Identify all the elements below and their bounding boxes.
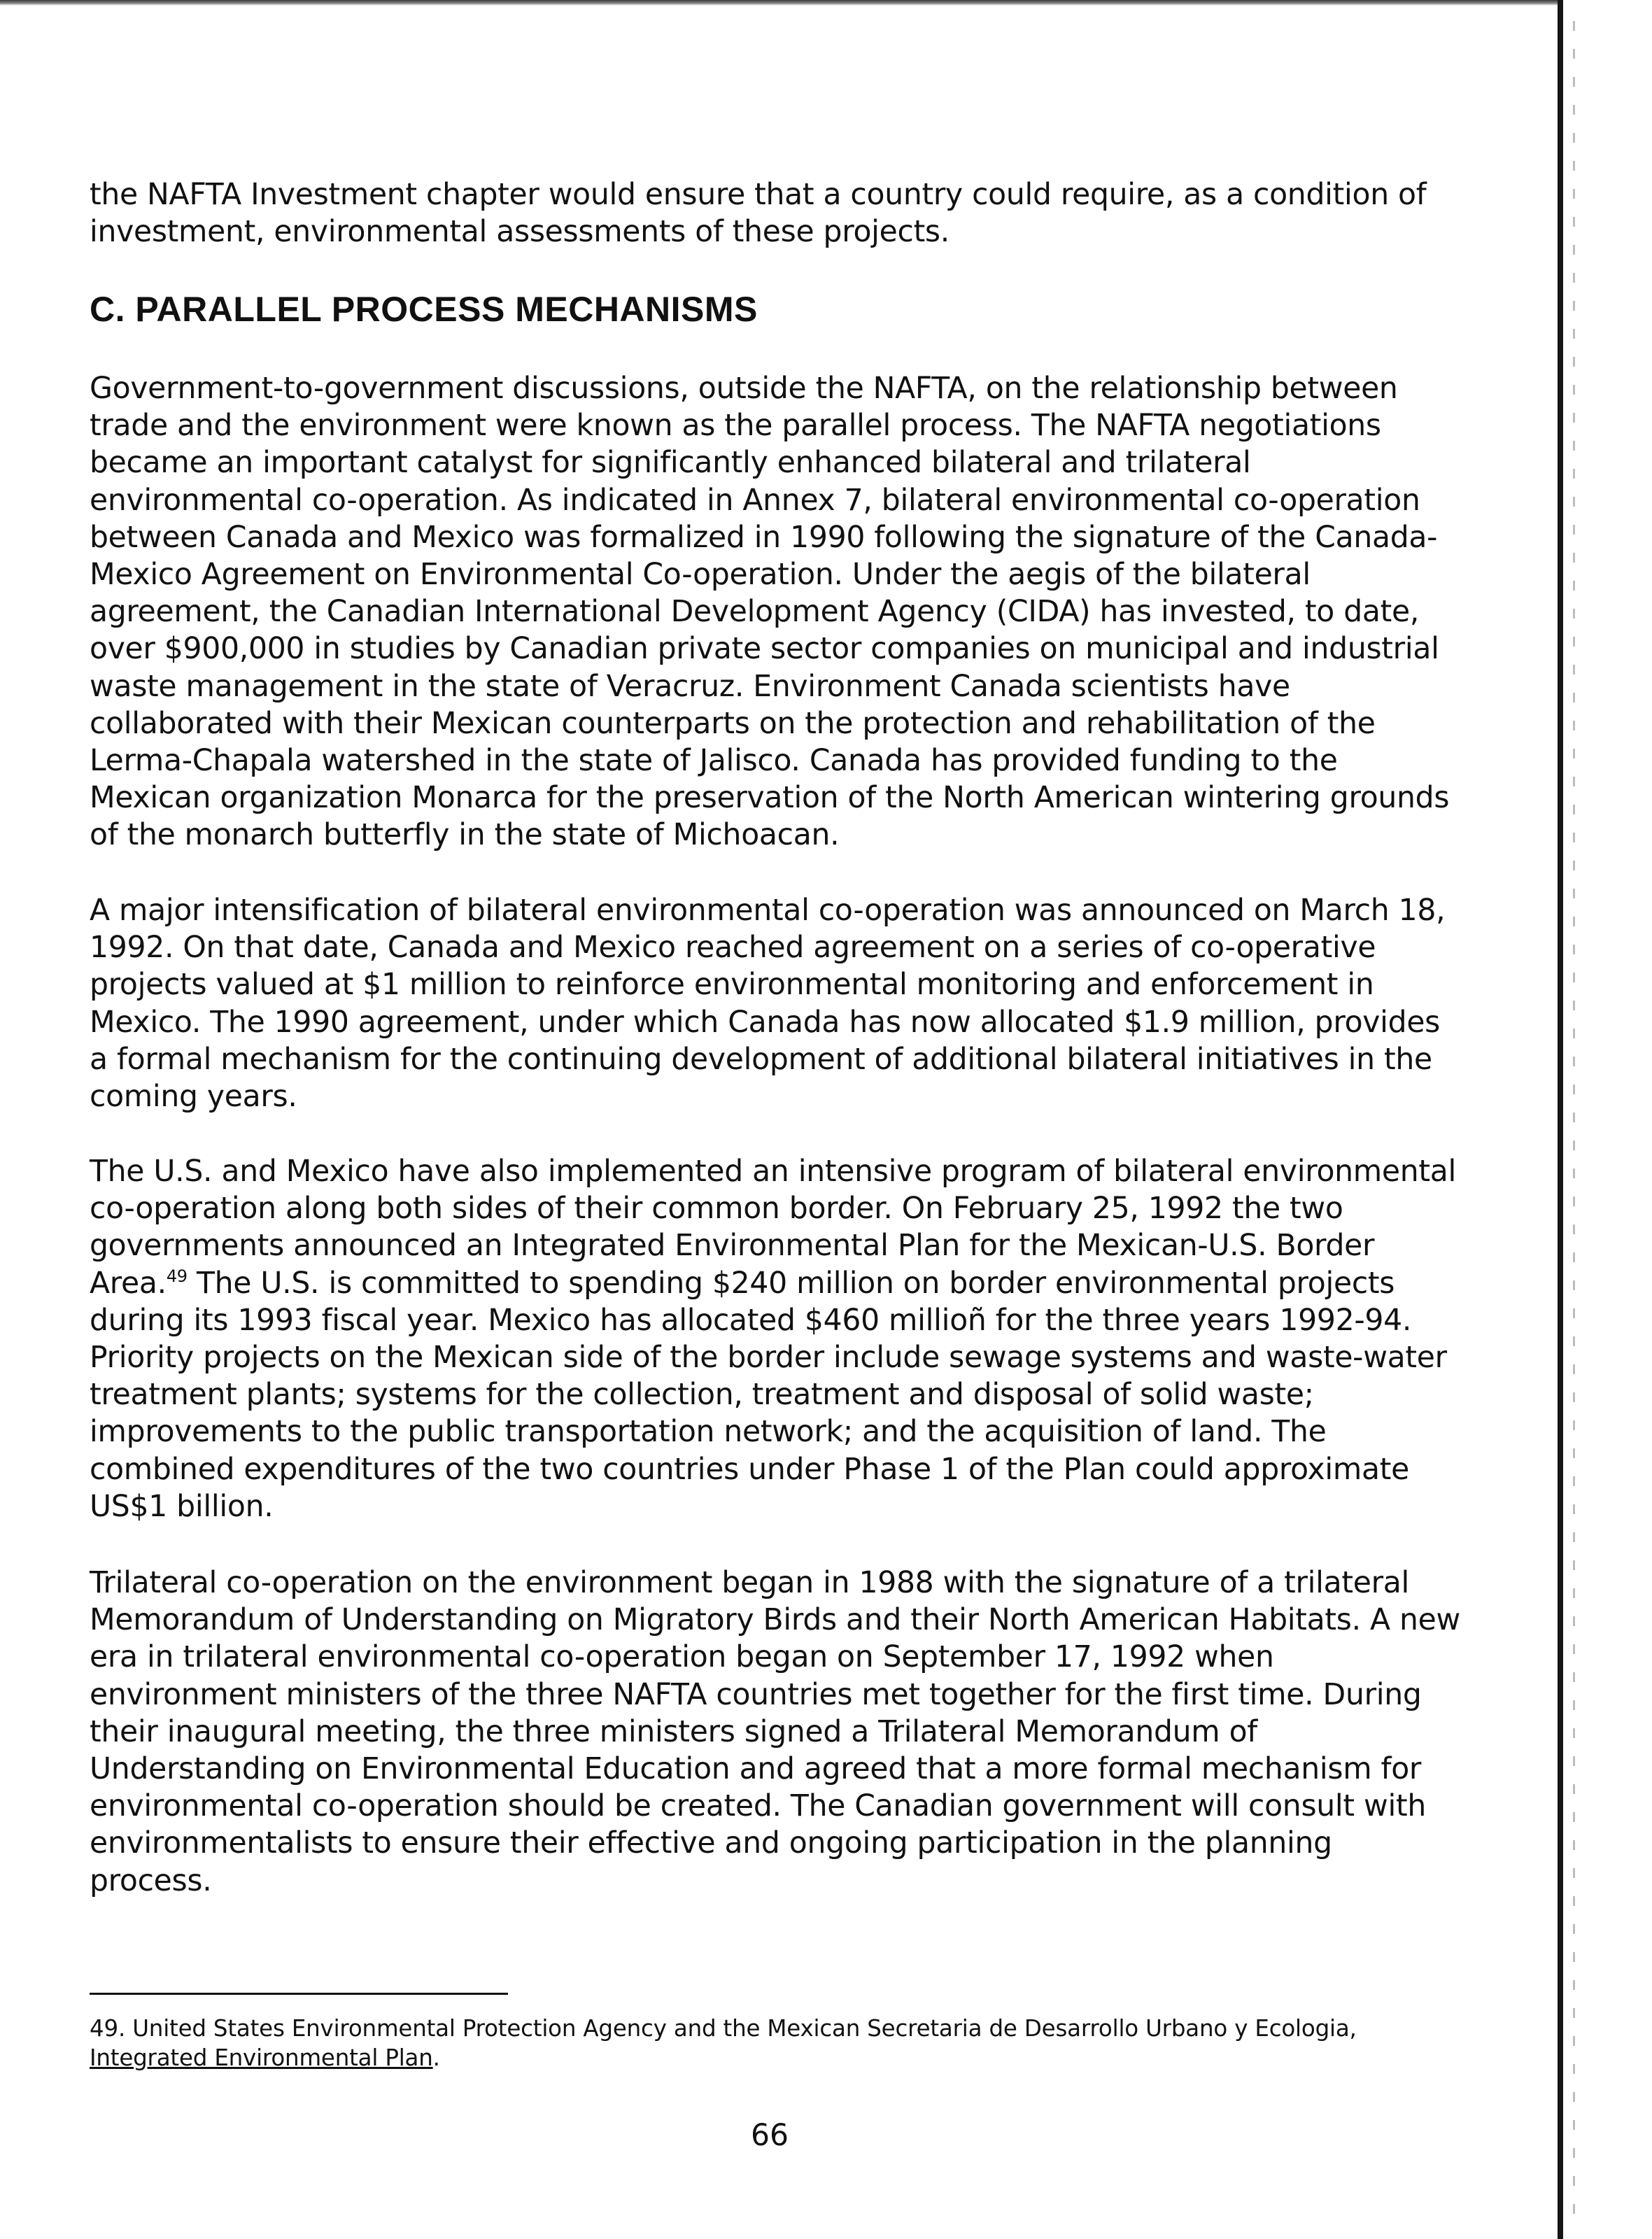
binding-shadow [1573,21,1575,2225]
intro-paragraph: the NAFTA Investment chapter would ensure that a country could require, as a condition of investment, environmental assessments of these projects. [90,178,1427,250]
paragraph-us-mexico-part1: The U.S. and Mexico have also implemented an intensive program of bilateral environmental co-operation along both sides of their common border. On February 25, 1992 the two governments announced an Integrated Environmental Plan for the Mexican-U.S. Border Area. [90,1154,1456,1301]
paragraph-us-mexico-part2: The U.S. is committed to spending $240 million on border environmental projects during its 1993 fiscal year. Mexico has allocated $460 millioñ for the three years 1992-94. Priority projects on the Mexican side of the border include sewage systems and waste-water treatment plants; systems for the collection, treatment and disposal of solid waste; improvements to the public transportation network; and the acquisition of land. The combined expenditures of the two countries under Phase 1 of the Plan could approximate US$1 billion. [90,1266,1447,1524]
section-heading: C. PARALLEL PROCESS MECHANISMS [90,290,758,329]
scan-top-edge [0,0,1560,6]
binding-edge-line [1558,0,1563,2239]
footnote-reference-49: 49 [166,1266,188,1286]
page-number: 66 [750,2119,789,2153]
footnote-title: Integrated Environmental Plan [90,2044,433,2071]
footnote-end: . [432,2044,440,2071]
paragraph-us-mexico [90,1153,1461,1525]
footnote-49 [90,2014,1461,2072]
paragraph-parallel-process: Government-to-government discussions, outside the NAFTA, on the relationship between trade and the environment were known as the parallel process. The NAFTA negotiations became an important catalyst for significantly enhanced bilateral and trilateral environmental co-operation. As indicated in Annex 7, bilateral environmental co-operation between Canada and Mexico was formalized in 1990 following the signature of the Canada-Mexico Agreement on Environmental Co-operation. Under the aegis of the bilateral agreement, the Canadian International Development Agency (CIDA) has invested, to date, over $900,000 in studies by Canadian private sector companies on municipal and industrial waste management in the state of Veracruz. Environment Canada scientists have collaborated with their Mexican counterparts on the protection and rehabilitation of the Lerma-Chapala watershed in the state of Jalisco. Canada has provided funding to the Mexican organization Monarca for the preservation of the North American wintering grounds of the monarch butterfly in the state of Michoacan. [90,372,1450,853]
footnote-separator [90,1993,508,1995]
paragraph-trilateral: Trilateral co-operation on the environment began in 1988 with the signature of a trilateral Memorandum of Understanding on Migratory Birds and their North American Habitats. A new era in trilateral environmental co-operation began on September 17, 1992 when environment ministers of the three NAFTA countries met together for the first time. During their inaugural meeting, the three ministers signed a Trilateral Memorandum of Understanding on Environmental Education and agreed that a more formal mechanism for environmental co-operation should be created. The Canadian government will consult with environmentalists to ensure their effective and ongoing participation in the planning process. [90,1566,1460,1898]
footnote-text: 49. United States Environmental Protection Agency and the Mexican Secretaria de Desarrollo Urbano y Ecologia, [90,2015,1357,2042]
paragraph-bilateral-intensification: A major intensification of bilateral environmental co-operation was announced on March 18, 1992. On that date, Canada and Mexico reached agreement on a series of co-operative projects valued at $1 million to reinforce environmental monitoring and enforcement in Mexico. The 1990 agreement, under which Canada has now allocated $1.9 million, provides a formal mechanism for the continuing development of additional bilateral initiatives in the coming years. [90,894,1446,1115]
